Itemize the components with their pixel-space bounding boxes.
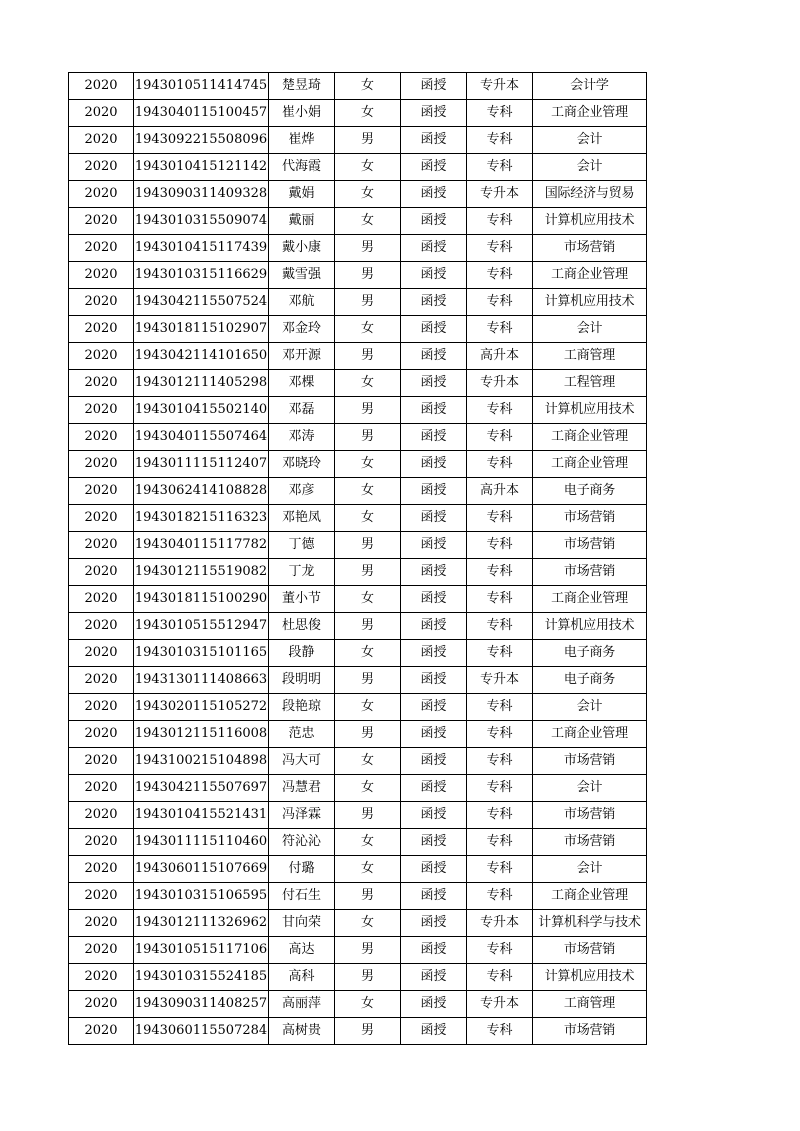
name-cell: 丁德: [269, 532, 335, 559]
gender-cell: 男: [335, 532, 401, 559]
level-cell: 专升本: [467, 181, 533, 208]
level-cell: 专科: [467, 586, 533, 613]
major-cell: 市场营销: [533, 748, 647, 775]
student-id-cell: 1943092215508096: [134, 127, 269, 154]
table-row: [69, 154, 647, 181]
student-id-cell: 1943010315524185: [134, 964, 269, 991]
table-row: [69, 964, 647, 991]
major-cell: 工商企业管理: [533, 262, 647, 289]
name-cell: 段艳琼: [269, 694, 335, 721]
table-row: [69, 559, 647, 586]
study-mode-cell: 函授: [401, 154, 467, 181]
gender-cell: 男: [335, 397, 401, 424]
table-row: [69, 613, 647, 640]
study-mode-cell: 函授: [401, 424, 467, 451]
gender-cell: 男: [335, 127, 401, 154]
level-cell: 专科: [467, 640, 533, 667]
student-id-cell: 1943018115102907: [134, 316, 269, 343]
table-row: [69, 370, 647, 397]
table-row: [69, 883, 647, 910]
student-id-cell: 1943040115507464: [134, 424, 269, 451]
table-row: [69, 343, 647, 370]
year-cell: 2020: [69, 964, 134, 991]
gender-cell: 女: [335, 316, 401, 343]
gender-cell: 男: [335, 613, 401, 640]
table-row: [69, 694, 647, 721]
year-cell: 2020: [69, 991, 134, 1018]
study-mode-cell: 函授: [401, 910, 467, 937]
study-mode-cell: 函授: [401, 397, 467, 424]
student-id-cell: 1943040115117782: [134, 532, 269, 559]
name-cell: 董小节: [269, 586, 335, 613]
level-cell: 高升本: [467, 343, 533, 370]
student-id-cell: 1943042114101650: [134, 343, 269, 370]
name-cell: 范忠: [269, 721, 335, 748]
study-mode-cell: 函授: [401, 586, 467, 613]
name-cell: 丁龙: [269, 559, 335, 586]
student-id-cell: 1943042115507524: [134, 289, 269, 316]
student-id-cell: 1943090311409328: [134, 181, 269, 208]
year-cell: 2020: [69, 532, 134, 559]
student-id-cell: 1943042115507697: [134, 775, 269, 802]
gender-cell: 女: [335, 100, 401, 127]
table-row: [69, 640, 647, 667]
study-mode-cell: 函授: [401, 100, 467, 127]
year-cell: 2020: [69, 181, 134, 208]
study-mode-cell: 函授: [401, 532, 467, 559]
table-row: [69, 532, 647, 559]
major-cell: 国际经济与贸易: [533, 181, 647, 208]
student-id-cell: 1943010315509074: [134, 208, 269, 235]
level-cell: 专科: [467, 262, 533, 289]
name-cell: 邓金玲: [269, 316, 335, 343]
level-cell: 专科: [467, 100, 533, 127]
gender-cell: 女: [335, 154, 401, 181]
major-cell: 工商管理: [533, 991, 647, 1018]
major-cell: 市场营销: [533, 937, 647, 964]
year-cell: 2020: [69, 1018, 134, 1045]
name-cell: 高丽萍: [269, 991, 335, 1018]
table-row: [69, 100, 647, 127]
study-mode-cell: 函授: [401, 505, 467, 532]
year-cell: 2020: [69, 748, 134, 775]
major-cell: 工商企业管理: [533, 586, 647, 613]
year-cell: 2020: [69, 775, 134, 802]
year-cell: 2020: [69, 721, 134, 748]
gender-cell: 女: [335, 775, 401, 802]
major-cell: 市场营销: [533, 829, 647, 856]
gender-cell: 男: [335, 964, 401, 991]
gender-cell: 男: [335, 883, 401, 910]
student-id-cell: 1943090311408257: [134, 991, 269, 1018]
gender-cell: 女: [335, 505, 401, 532]
gender-cell: 男: [335, 802, 401, 829]
student-id-cell: 1943012115116008: [134, 721, 269, 748]
year-cell: 2020: [69, 478, 134, 505]
table-row: [69, 775, 647, 802]
major-cell: 会计: [533, 316, 647, 343]
name-cell: 邓晓玲: [269, 451, 335, 478]
study-mode-cell: 函授: [401, 208, 467, 235]
level-cell: 专升本: [467, 910, 533, 937]
name-cell: 冯泽霖: [269, 802, 335, 829]
study-mode-cell: 函授: [401, 748, 467, 775]
major-cell: 计算机应用技术: [533, 964, 647, 991]
major-cell: 工商企业管理: [533, 883, 647, 910]
year-cell: 2020: [69, 856, 134, 883]
study-mode-cell: 函授: [401, 613, 467, 640]
level-cell: 专科: [467, 127, 533, 154]
level-cell: 专科: [467, 424, 533, 451]
name-cell: 戴丽: [269, 208, 335, 235]
study-mode-cell: 函授: [401, 856, 467, 883]
name-cell: 付石生: [269, 883, 335, 910]
study-mode-cell: 函授: [401, 235, 467, 262]
table-row: [69, 856, 647, 883]
level-cell: 专科: [467, 613, 533, 640]
major-cell: 工程管理: [533, 370, 647, 397]
name-cell: 邓棵: [269, 370, 335, 397]
year-cell: 2020: [69, 289, 134, 316]
major-cell: 计算机应用技术: [533, 397, 647, 424]
gender-cell: 女: [335, 829, 401, 856]
study-mode-cell: 函授: [401, 262, 467, 289]
year-cell: 2020: [69, 505, 134, 532]
table-row: [69, 586, 647, 613]
level-cell: 专科: [467, 964, 533, 991]
major-cell: 电子商务: [533, 667, 647, 694]
student-id-cell: 1943010315101165: [134, 640, 269, 667]
student-id-cell: 1943010515512947: [134, 613, 269, 640]
gender-cell: 男: [335, 424, 401, 451]
table-row: [69, 829, 647, 856]
level-cell: 专科: [467, 154, 533, 181]
level-cell: 专科: [467, 397, 533, 424]
gender-cell: 男: [335, 262, 401, 289]
year-cell: 2020: [69, 424, 134, 451]
major-cell: 计算机应用技术: [533, 613, 647, 640]
study-mode-cell: 函授: [401, 181, 467, 208]
year-cell: 2020: [69, 397, 134, 424]
gender-cell: 女: [335, 181, 401, 208]
major-cell: 工商企业管理: [533, 451, 647, 478]
name-cell: 邓开源: [269, 343, 335, 370]
table-body: [69, 73, 647, 1045]
student-id-cell: 1943130111408663: [134, 667, 269, 694]
name-cell: 杜思俊: [269, 613, 335, 640]
student-id-cell: 1943010415117439: [134, 235, 269, 262]
table-row: [69, 316, 647, 343]
name-cell: 邓艳凤: [269, 505, 335, 532]
year-cell: 2020: [69, 208, 134, 235]
level-cell: 专科: [467, 937, 533, 964]
level-cell: 专科: [467, 856, 533, 883]
study-mode-cell: 函授: [401, 370, 467, 397]
gender-cell: 女: [335, 73, 401, 100]
study-mode-cell: 函授: [401, 667, 467, 694]
study-mode-cell: 函授: [401, 802, 467, 829]
student-id-cell: 1943010415121142: [134, 154, 269, 181]
name-cell: 崔小娟: [269, 100, 335, 127]
study-mode-cell: 函授: [401, 559, 467, 586]
name-cell: 戴雪强: [269, 262, 335, 289]
student-id-cell: 1943012111405298: [134, 370, 269, 397]
level-cell: 专科: [467, 694, 533, 721]
name-cell: 高树贵: [269, 1018, 335, 1045]
major-cell: 市场营销: [533, 532, 647, 559]
year-cell: 2020: [69, 154, 134, 181]
level-cell: 专科: [467, 289, 533, 316]
gender-cell: 女: [335, 478, 401, 505]
gender-cell: 男: [335, 235, 401, 262]
table-row: [69, 748, 647, 775]
study-mode-cell: 函授: [401, 883, 467, 910]
student-id-cell: 1943060115107669: [134, 856, 269, 883]
student-id-cell: 1943062414108828: [134, 478, 269, 505]
name-cell: 崔烨: [269, 127, 335, 154]
major-cell: 市场营销: [533, 802, 647, 829]
year-cell: 2020: [69, 262, 134, 289]
gender-cell: 女: [335, 208, 401, 235]
level-cell: 专科: [467, 208, 533, 235]
level-cell: 专升本: [467, 73, 533, 100]
student-id-cell: 1943010511414745: [134, 73, 269, 100]
level-cell: 专科: [467, 532, 533, 559]
table-row: [69, 991, 647, 1018]
name-cell: 邓航: [269, 289, 335, 316]
year-cell: 2020: [69, 694, 134, 721]
year-cell: 2020: [69, 613, 134, 640]
study-mode-cell: 函授: [401, 289, 467, 316]
name-cell: 高达: [269, 937, 335, 964]
table-row: [69, 127, 647, 154]
level-cell: 专科: [467, 316, 533, 343]
major-cell: 计算机科学与技术: [533, 910, 647, 937]
year-cell: 2020: [69, 127, 134, 154]
year-cell: 2020: [69, 343, 134, 370]
major-cell: 会计: [533, 127, 647, 154]
name-cell: 段明明: [269, 667, 335, 694]
major-cell: 工商企业管理: [533, 100, 647, 127]
gender-cell: 男: [335, 721, 401, 748]
student-id-cell: 1943010515117106: [134, 937, 269, 964]
major-cell: 会计: [533, 154, 647, 181]
year-cell: 2020: [69, 640, 134, 667]
gender-cell: 女: [335, 748, 401, 775]
major-cell: 电子商务: [533, 640, 647, 667]
gender-cell: 男: [335, 937, 401, 964]
table-row: [69, 208, 647, 235]
study-mode-cell: 函授: [401, 937, 467, 964]
table-row: [69, 262, 647, 289]
table-row: [69, 802, 647, 829]
study-mode-cell: 函授: [401, 478, 467, 505]
table-row: [69, 235, 647, 262]
table-row: [69, 73, 647, 100]
level-cell: 专科: [467, 802, 533, 829]
major-cell: 市场营销: [533, 505, 647, 532]
gender-cell: 男: [335, 559, 401, 586]
gender-cell: 女: [335, 370, 401, 397]
table-row: [69, 1018, 647, 1045]
student-id-cell: 1943100215104898: [134, 748, 269, 775]
level-cell: 专科: [467, 829, 533, 856]
level-cell: 高升本: [467, 478, 533, 505]
table-row: [69, 424, 647, 451]
name-cell: 楚昱琦: [269, 73, 335, 100]
name-cell: 戴娟: [269, 181, 335, 208]
student-id-cell: 1943010315116629: [134, 262, 269, 289]
table-row: [69, 937, 647, 964]
study-mode-cell: 函授: [401, 721, 467, 748]
study-mode-cell: 函授: [401, 73, 467, 100]
level-cell: 专科: [467, 748, 533, 775]
study-mode-cell: 函授: [401, 991, 467, 1018]
gender-cell: 女: [335, 640, 401, 667]
student-id-cell: 1943010415502140: [134, 397, 269, 424]
year-cell: 2020: [69, 829, 134, 856]
student-id-cell: 1943011115112407: [134, 451, 269, 478]
level-cell: 专升本: [467, 991, 533, 1018]
gender-cell: 女: [335, 910, 401, 937]
major-cell: 工商管理: [533, 343, 647, 370]
major-cell: 市场营销: [533, 559, 647, 586]
name-cell: 段静: [269, 640, 335, 667]
student-id-cell: 1943010415521431: [134, 802, 269, 829]
student-table: [68, 72, 647, 1045]
study-mode-cell: 函授: [401, 343, 467, 370]
name-cell: 邓磊: [269, 397, 335, 424]
gender-cell: 男: [335, 667, 401, 694]
level-cell: 专科: [467, 775, 533, 802]
student-id-cell: 1943012115519082: [134, 559, 269, 586]
major-cell: 会计: [533, 856, 647, 883]
student-id-cell: 1943018115100290: [134, 586, 269, 613]
name-cell: 甘向荣: [269, 910, 335, 937]
major-cell: 电子商务: [533, 478, 647, 505]
student-id-cell: 1943020115105272: [134, 694, 269, 721]
table-row: [69, 910, 647, 937]
gender-cell: 男: [335, 343, 401, 370]
study-mode-cell: 函授: [401, 775, 467, 802]
study-mode-cell: 函授: [401, 451, 467, 478]
major-cell: 市场营销: [533, 1018, 647, 1045]
level-cell: 专科: [467, 451, 533, 478]
gender-cell: 女: [335, 991, 401, 1018]
major-cell: 会计: [533, 694, 647, 721]
major-cell: 计算机应用技术: [533, 289, 647, 316]
gender-cell: 男: [335, 1018, 401, 1045]
study-mode-cell: 函授: [401, 316, 467, 343]
major-cell: 计算机应用技术: [533, 208, 647, 235]
level-cell: 专科: [467, 721, 533, 748]
table-row: [69, 505, 647, 532]
major-cell: 会计: [533, 775, 647, 802]
level-cell: 专升本: [467, 370, 533, 397]
study-mode-cell: 函授: [401, 127, 467, 154]
name-cell: 高科: [269, 964, 335, 991]
year-cell: 2020: [69, 667, 134, 694]
name-cell: 冯慧君: [269, 775, 335, 802]
year-cell: 2020: [69, 910, 134, 937]
gender-cell: 男: [335, 289, 401, 316]
name-cell: 代海霞: [269, 154, 335, 181]
year-cell: 2020: [69, 100, 134, 127]
level-cell: 专升本: [467, 667, 533, 694]
year-cell: 2020: [69, 586, 134, 613]
table-row: [69, 721, 647, 748]
student-id-cell: 1943060115507284: [134, 1018, 269, 1045]
year-cell: 2020: [69, 370, 134, 397]
gender-cell: 女: [335, 451, 401, 478]
name-cell: 邓涛: [269, 424, 335, 451]
level-cell: 专科: [467, 505, 533, 532]
major-cell: 市场营销: [533, 235, 647, 262]
year-cell: 2020: [69, 802, 134, 829]
year-cell: 2020: [69, 235, 134, 262]
name-cell: 符沁沁: [269, 829, 335, 856]
table-row: [69, 289, 647, 316]
student-id-cell: 1943018215116323: [134, 505, 269, 532]
gender-cell: 女: [335, 694, 401, 721]
major-cell: 工商企业管理: [533, 721, 647, 748]
level-cell: 专科: [467, 559, 533, 586]
level-cell: 专科: [467, 1018, 533, 1045]
name-cell: 冯大可: [269, 748, 335, 775]
study-mode-cell: 函授: [401, 640, 467, 667]
gender-cell: 女: [335, 856, 401, 883]
student-id-cell: 1943040115100457: [134, 100, 269, 127]
major-cell: 会计学: [533, 73, 647, 100]
name-cell: 付璐: [269, 856, 335, 883]
year-cell: 2020: [69, 451, 134, 478]
name-cell: 戴小康: [269, 235, 335, 262]
major-cell: 工商企业管理: [533, 424, 647, 451]
student-id-cell: 1943010315106595: [134, 883, 269, 910]
name-cell: 邓彦: [269, 478, 335, 505]
table-row: [69, 451, 647, 478]
table-row: [69, 478, 647, 505]
student-id-cell: 1943011115110460: [134, 829, 269, 856]
level-cell: 专科: [467, 883, 533, 910]
study-mode-cell: 函授: [401, 829, 467, 856]
year-cell: 2020: [69, 883, 134, 910]
level-cell: 专科: [467, 235, 533, 262]
year-cell: 2020: [69, 73, 134, 100]
year-cell: 2020: [69, 559, 134, 586]
table-row: [69, 667, 647, 694]
study-mode-cell: 函授: [401, 694, 467, 721]
study-mode-cell: 函授: [401, 1018, 467, 1045]
year-cell: 2020: [69, 316, 134, 343]
table-row: [69, 397, 647, 424]
student-id-cell: 1943012111326962: [134, 910, 269, 937]
table-row: [69, 181, 647, 208]
study-mode-cell: 函授: [401, 964, 467, 991]
gender-cell: 女: [335, 586, 401, 613]
year-cell: 2020: [69, 937, 134, 964]
